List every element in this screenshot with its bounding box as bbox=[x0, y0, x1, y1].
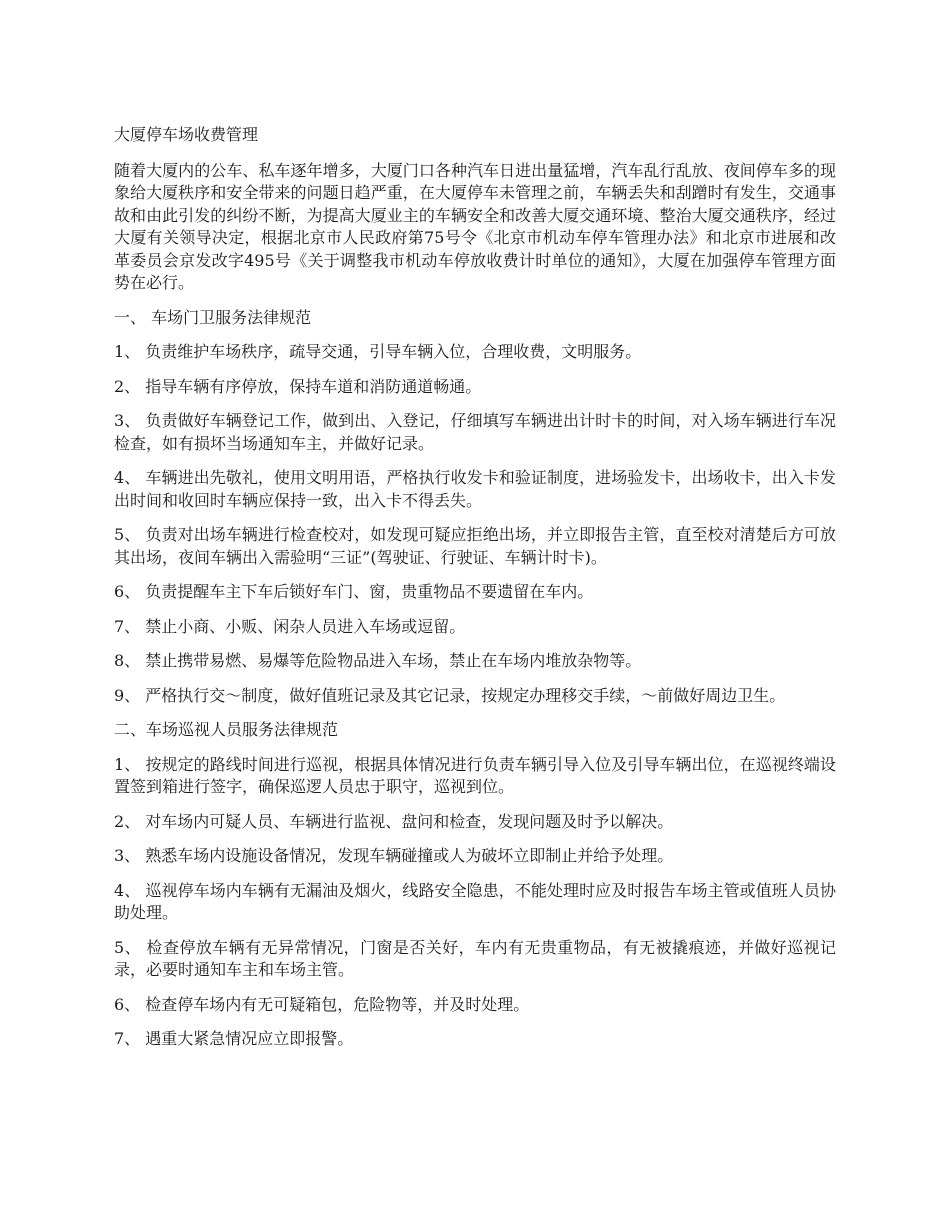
document-title: 大厦停车场收费管理 bbox=[114, 125, 259, 144]
gate-guard-item-2: 2、 指导车辆有序停放，保持车道和消防通道畅通。 bbox=[114, 376, 482, 396]
gate-guard-item-3: 3、 负责做好车辆登记工作，做到出、入登记，仔细填写车辆进出计时卡的时间，对入场车辆进行车况检查，如有损坏当场通知车主，并做好记录。 bbox=[114, 411, 836, 453]
patrol-item-1: 1、 按规定的路线时间进行巡视，根据具体情况进行负责车辆引导入位及引导车辆出位，在巡视终端设置签到箱进行签字，确保巡逻人员忠于职守，巡视到位。 bbox=[114, 754, 836, 796]
gate-guard-item-8: 8、 禁止携带易燃、易爆等危险物品进入车场，禁止在车场内堆放杂物等。 bbox=[114, 651, 642, 670]
section-heading-gate-guard: 一、 车场门卫服务法律规范 bbox=[114, 307, 312, 327]
patrol-item-2: 2、 对车场内可疑人员、车辆进行监视、盘问和检查，发现问题及时予以解决。 bbox=[114, 811, 674, 831]
document-body bbox=[114, 124, 836, 1063]
gate-guard-item-6: 6、 负责提醒车主下车后锁好车门、窗，贵重物品不要遗留在车内。 bbox=[114, 582, 594, 601]
gate-guard-item-1: 1、 负责维护车场秩序，疏导交通，引导车辆入位，合理收费，文明服务。 bbox=[114, 342, 642, 361]
patrol-item-6: 6、 检查停车场内有无可疑箱包，危险物等，并及时处理。 bbox=[114, 994, 530, 1014]
patrol-item-4: 4、 巡视停车场内车辆有无漏油及烟火，线路安全隐患，不能处理时应及时报告车场主管或值班人员协助处理。 bbox=[114, 880, 836, 922]
patrol-item-7: 7、 遇重大紧急情况应立即报警。 bbox=[114, 1029, 354, 1048]
gate-guard-item-9: 9、 严格执行交～制度，做好值班记录及其它记录，按规定办理移交手续，～前做好周边卫生。 bbox=[114, 685, 786, 705]
patrol-item-3: 3、 熟悉车场内设施设备情况，发现车辆碰撞或人为破坏立即制止并给予处理。 bbox=[114, 846, 674, 865]
section-heading-patrol: 二、车场巡视人员服务法律规范 bbox=[114, 720, 339, 739]
gate-guard-item-5: 5、 负责对出场车辆进行检查校对，如发现可疑应拒绝出场，并立即报告主管，直至校对清楚后方可放其出场，夜间车辆出入需验明“三证”(驾驶证、行驶证、车辆计时卡)。 bbox=[114, 525, 836, 567]
intro-paragraph: 随着大厦内的公车、私车逐年增多，大厦门口各种汽车日进出量猛增，汽车乱行乱放、夜间停车多的现象给大厦秩序和安全带来的问题日趋严重，在大厦停车未管理之前，车辆丢失和刮蹭时有发生，交通事故和由此引发的纠纷不断，为提高大厦业主的车辆安全和改善大厦交通环境、整治大厦交通秩序，经过大厦有关领导决定，根据北京市人民政府第75号令《北京市机动车停车管理办法》和北京市进展和改革委员会京发改字495号《关于调整我市机动车停放收费计时单位的通知》，大厦在加强停车管理方面势在必行。 bbox=[114, 160, 836, 292]
patrol-item-5: 5、 检查停放车辆有无异常情况，门窗是否关好，车内有无贵重物品，有无被撬痕迹，并做好巡视记录，必要时通知车主和车场主管。 bbox=[114, 937, 836, 979]
gate-guard-item-4: 4、 车辆进出先敬礼，使用文明用语，严格执行收发卡和验证制度，进场验发卡，出场收卡，出入卡发出时间和收回时车辆应保持一致，出入卡不得丢失。 bbox=[114, 468, 836, 510]
gate-guard-item-7: 7、 禁止小商、小贩、闲杂人员进入车场或逗留。 bbox=[114, 616, 466, 636]
